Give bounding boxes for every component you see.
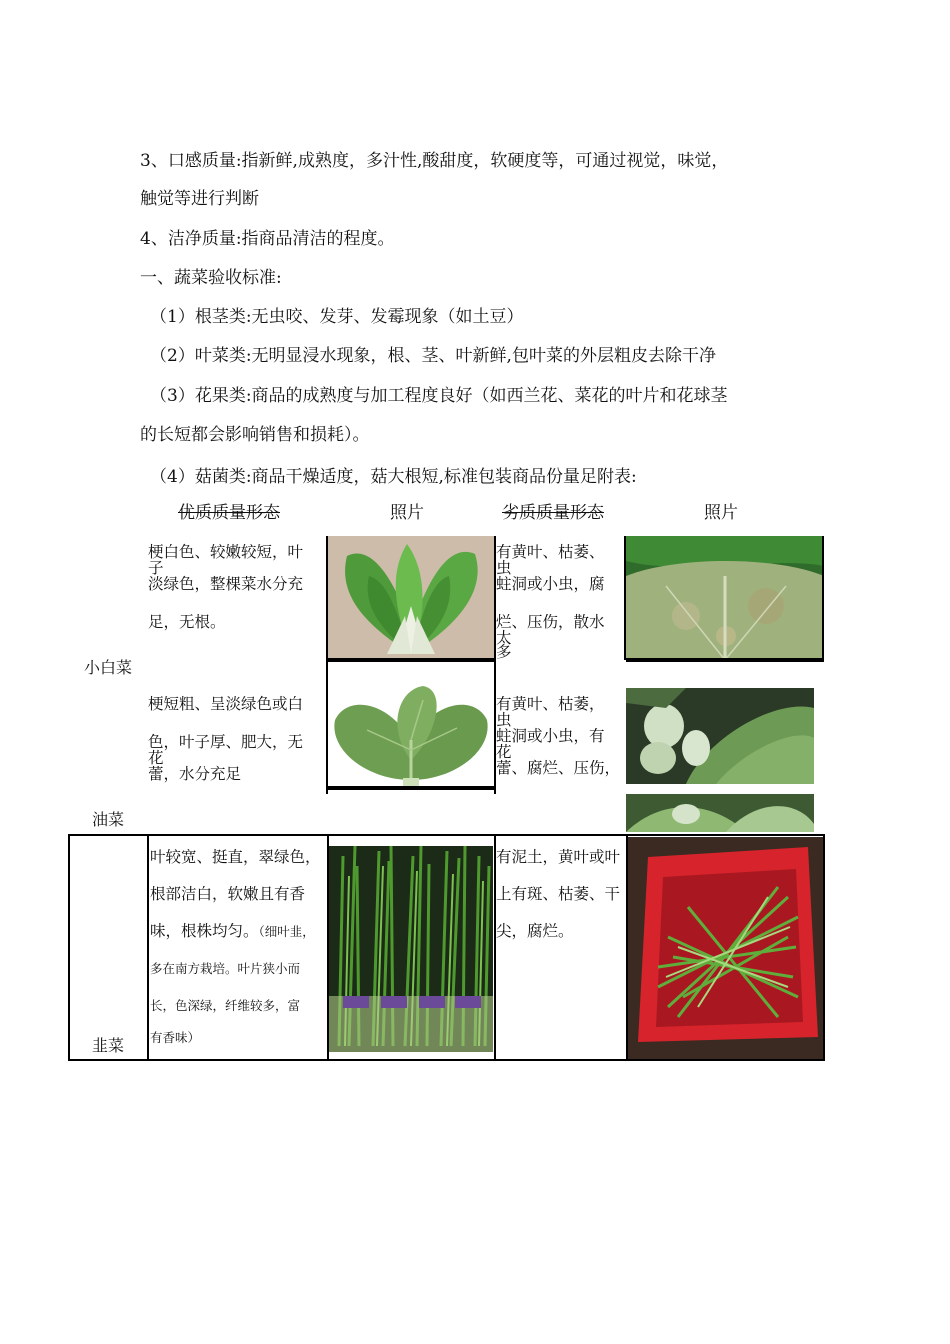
row3-bad-line: 尖，腐烂。 bbox=[496, 922, 574, 940]
row1-bad-line: 烂、压伤，散水 bbox=[496, 613, 605, 631]
paragraph-taste-quality-cont: 触觉等进行判断 bbox=[140, 189, 259, 209]
row1-good-line: 子 bbox=[148, 559, 164, 577]
row1-bad-description bbox=[496, 543, 624, 660]
divider bbox=[326, 658, 496, 662]
row3-good-description bbox=[150, 847, 326, 1048]
photo-bok-choy-bad bbox=[626, 536, 824, 660]
row3-good-line-with-note bbox=[150, 921, 326, 942]
table-bottom-border bbox=[68, 1059, 825, 1061]
divider bbox=[624, 536, 626, 660]
divider bbox=[822, 536, 824, 660]
item-flower-fruit: （3）花果类:商品的成熟度与加工程度良好（如西兰花、菜花的叶片和花球茎 bbox=[150, 386, 728, 406]
row2-good-line: 花 bbox=[148, 749, 164, 767]
row2-good-line: 色，叶子厚、肥大，无 bbox=[148, 733, 304, 751]
row1-good-line: 淡绿色，整棵菜水分充 bbox=[148, 575, 304, 593]
row1-bad-line: 蛀洞或小虫，腐 bbox=[496, 575, 605, 593]
row1-good-description bbox=[148, 543, 326, 632]
header-bad-quality: 劣质质量形态 bbox=[502, 503, 604, 523]
row-name-bok-choy: 小白菜 bbox=[84, 658, 133, 677]
table-border bbox=[494, 834, 496, 1060]
paragraph-clean-quality: 4、洁净质量:指商品清洁的程度。 bbox=[140, 229, 395, 249]
table-border bbox=[626, 834, 628, 1060]
row3-good-line: 叶较宽、挺直，翠绿色， bbox=[150, 848, 321, 866]
photo-chives-bad bbox=[628, 837, 824, 1059]
row3-good-note: 长，色深绿，纤维较多，富 bbox=[150, 998, 301, 1013]
row2-bad-line: 蛀洞或小虫，有 bbox=[496, 727, 605, 745]
divider bbox=[326, 786, 496, 790]
row1-bad-line: 多 bbox=[496, 643, 512, 661]
row2-bad-line: 有黄叶、枯萎， bbox=[496, 695, 605, 713]
row2-bad-line: 虫 bbox=[496, 711, 512, 729]
paragraph-taste-quality: 3、口感质量:指新鲜,成熟度，多汁性,酸甜度，软硬度等，可通过视觉，味觉， bbox=[140, 151, 729, 171]
row1-bad-line: 虫 bbox=[496, 559, 512, 577]
photo-bok-choy-good bbox=[327, 536, 495, 660]
table-border bbox=[68, 834, 70, 1060]
row3-good-line: 根部洁白，软嫩且有香 bbox=[150, 885, 306, 903]
row1-good-line: 梗白色、较嫩较短，叶 bbox=[148, 543, 304, 561]
row3-bad-line: 上有斑、枯萎、干 bbox=[496, 885, 621, 903]
item-leafy: （2）叶菜类:无明显浸水现象，根、茎、叶新鲜,包叶菜的外层粗皮去除干净 bbox=[150, 346, 716, 366]
row1-bad-line: 有黄叶、枯萎、 bbox=[496, 543, 605, 561]
row2-bad-description bbox=[496, 695, 624, 778]
divider bbox=[494, 536, 496, 794]
photo-chives-good bbox=[329, 846, 493, 1052]
item-root-stem: （1）根茎类:无虫咬、发芽、发霉现象（如土豆） bbox=[150, 307, 524, 327]
item-flower-fruit-cont: 的长短都会影响销售和损耗）。 bbox=[140, 425, 370, 445]
table-border bbox=[327, 834, 329, 1060]
header-photo-bad: 照片 bbox=[704, 503, 738, 523]
row3-good-note: 多在南方栽培。叶片狭小而 bbox=[150, 961, 301, 976]
photo-rapeseed-good bbox=[327, 680, 495, 788]
row2-bad-line: 花 bbox=[496, 743, 512, 761]
divider bbox=[626, 658, 824, 662]
header-good-quality: 优质质量形态 bbox=[178, 503, 280, 523]
section-heading-vegetable-standard: 一、蔬菜验收标准: bbox=[140, 268, 282, 288]
row3-bad-line: 有泥土，黄叶或叶 bbox=[496, 848, 621, 866]
row3-good-text: 味，根株均匀。 bbox=[150, 922, 259, 940]
row2-good-line: 蕾，水分充足 bbox=[148, 765, 242, 783]
row-name-rapeseed: 油菜 bbox=[92, 810, 125, 829]
row-name-chives: 韭菜 bbox=[92, 1036, 125, 1055]
photo-rapeseed-bad bbox=[626, 688, 814, 784]
row1-bad-line: 太 bbox=[496, 629, 512, 647]
table-border bbox=[823, 834, 825, 1060]
row3-bad-description bbox=[496, 847, 624, 941]
table-top-border bbox=[68, 834, 825, 836]
row3-good-note: 有香味） bbox=[150, 1030, 201, 1045]
row2-bad-line: 蕾、腐烂、压伤， bbox=[496, 759, 621, 777]
row1-good-line: 足，无根。 bbox=[148, 613, 226, 631]
header-photo-good: 照片 bbox=[390, 503, 424, 523]
row2-good-line: 梗短粗、呈淡绿色或白 bbox=[148, 695, 304, 713]
photo-rapeseed-bad-bottom bbox=[626, 794, 814, 832]
divider bbox=[326, 536, 328, 794]
table-border bbox=[147, 834, 149, 1060]
item-mushroom: （4）菇菌类:商品干燥适度，菇大根短,标准包装商品份量足附表: bbox=[150, 467, 637, 487]
row2-good-description bbox=[148, 695, 326, 784]
row3-good-note: （细叶韭， bbox=[258, 924, 315, 939]
